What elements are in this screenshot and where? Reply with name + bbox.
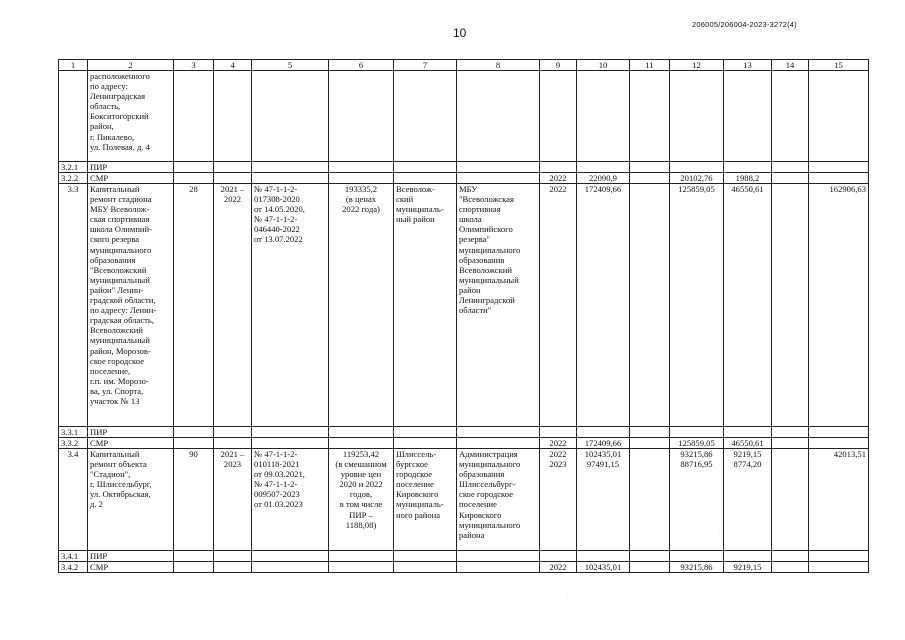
total-cell: 102435,01 (577, 562, 630, 573)
row-number: 3.4 (59, 449, 88, 551)
cost-cell: 119253,42 (в смешанном уровне цен 2020 и 2022 годов, в том числе ПИР – 1188,08) (329, 449, 394, 551)
column-header: 8 (457, 60, 540, 71)
amount-cell: 93215,86 88716,95 (670, 449, 724, 551)
column-header: 12 (670, 60, 724, 71)
row-number: 3.3 (59, 184, 88, 427)
budget-table (58, 59, 869, 573)
amount-cell: 20102,76 (670, 173, 724, 184)
column-header: 10 (577, 60, 630, 71)
document-id: 206005/206004-2023-3272(4) (692, 20, 797, 29)
column-header: 11 (630, 60, 670, 71)
amount-cell: 93215,86 (670, 562, 724, 573)
period-cell: 2021 – 2023 (214, 449, 252, 551)
expertise-cell: № 47-1-1-2- 010118-2021 от 09.03.2021, № 47-1-1-2- 009507-2023 от 01.03.2023 (252, 449, 329, 551)
table-row (59, 71, 869, 162)
table-row (59, 427, 869, 438)
row-number: 3.3.1 (59, 427, 88, 438)
column-header: 3 (174, 60, 214, 71)
row-label: ПИР (88, 551, 174, 562)
object-name: Капитальный ремонт объекта "Стадион", г. Шлиссельбург, ул. Октябрьская, д. 2 (88, 449, 174, 551)
table-row (59, 449, 869, 551)
total-cell: 172409,66 (577, 438, 630, 449)
municipality-cell: Всеволож- ский муниципаль- ный район (394, 184, 457, 427)
remaining-cell: 42013,51 (809, 449, 869, 551)
row-label: СМР (88, 173, 174, 184)
table-row (59, 162, 869, 173)
total-cell: 172409,66 (577, 184, 630, 427)
amount-cell: 125859,05 (670, 184, 724, 427)
row-label: ПИР (88, 427, 174, 438)
row-label: СМР (88, 438, 174, 449)
row-number: 3.4.2 (59, 562, 88, 573)
year-cell: 2022 (540, 562, 577, 573)
table-row (59, 551, 869, 562)
year-cell: 2022 2023 (540, 449, 577, 551)
column-header: 14 (772, 60, 809, 71)
object-name: расположенного по адресу: Ленинградская область, Бокситогорский район, г. Пикалево, ул. Полевая, д. 4 (88, 71, 174, 162)
amount-cell: 1988,2 (724, 173, 772, 184)
column-number-row (59, 60, 869, 71)
capacity-cell: 28 (174, 184, 214, 427)
amount-cell: 46550,61 (724, 438, 772, 449)
column-header: 7 (394, 60, 457, 71)
cost-cell: 193335,2 (в ценах 2022 года) (329, 184, 394, 427)
year-cell: 2022 (540, 438, 577, 449)
amount-cell: 125859,05 (670, 438, 724, 449)
year-cell: 2022 (540, 184, 577, 427)
column-header: 2 (88, 60, 174, 71)
object-name: Капитальный ремонт стадиона МБУ Всеволож- ская спортивная школа Олимпий- ского резерва муниципального образования "Всеволожский муниципальный район" Ленин- градской области, по адресу: Ленин- градская область, Всеволожский муниципальный район, Морозов- ское городское поселение, г.п. им. Морозо- ва, ул. Спорта, участок № 13 (88, 184, 174, 427)
total-cell: 102435,01 97491,15 (577, 449, 630, 551)
total-cell: 22090,9 (577, 173, 630, 184)
table-row (59, 184, 869, 427)
scan-speck: · (566, 592, 568, 598)
scan-speck: · (718, 528, 720, 534)
row-number: 3.3.2 (59, 438, 88, 449)
table-row (59, 173, 869, 184)
column-header: 15 (809, 60, 869, 71)
year-cell: 2022 (540, 173, 577, 184)
row-label: СМР (88, 562, 174, 573)
column-header: 9 (540, 60, 577, 71)
amount-cell: 9219,15 (724, 562, 772, 573)
row-number: 3.2.1 (59, 162, 88, 173)
municipality-cell: Шлиссель- бургское городское поселение Кировского муниципаль- ного района (394, 449, 457, 551)
column-header: 5 (252, 60, 329, 71)
amount-cell: 46550,61 (724, 184, 772, 427)
page-number: 10 (453, 26, 467, 40)
remaining-cell: 162906,63 (809, 184, 869, 427)
column-header: 6 (329, 60, 394, 71)
row-number: 3.2.2 (59, 173, 88, 184)
column-header: 4 (214, 60, 252, 71)
period-cell: 2021 – 2022 (214, 184, 252, 427)
amount-cell: 9219,15 8774,20 (724, 449, 772, 551)
capacity-cell: 90 (174, 449, 214, 551)
row-number: 3.4.1 (59, 551, 88, 562)
customer-cell: МБУ "Всеволожская спортивная школа Олимпийского резерва" муниципального образования Всеволожский муниципальный район Ленинградской области" (457, 184, 540, 427)
table-row (59, 562, 869, 573)
column-header: 1 (59, 60, 88, 71)
table-row (59, 438, 869, 449)
column-header: 13 (724, 60, 772, 71)
row-label: ПИР (88, 162, 174, 173)
expertise-cell: № 47-1-1-2- 017308-2020 от 14.05.2020, № 47-1-1-2- 046440-2022 от 13.07.2022 (252, 184, 329, 427)
customer-cell: Администрация муниципального образования Шлиссельбург- ское городское поселение Кировского муниципального района (457, 449, 540, 551)
